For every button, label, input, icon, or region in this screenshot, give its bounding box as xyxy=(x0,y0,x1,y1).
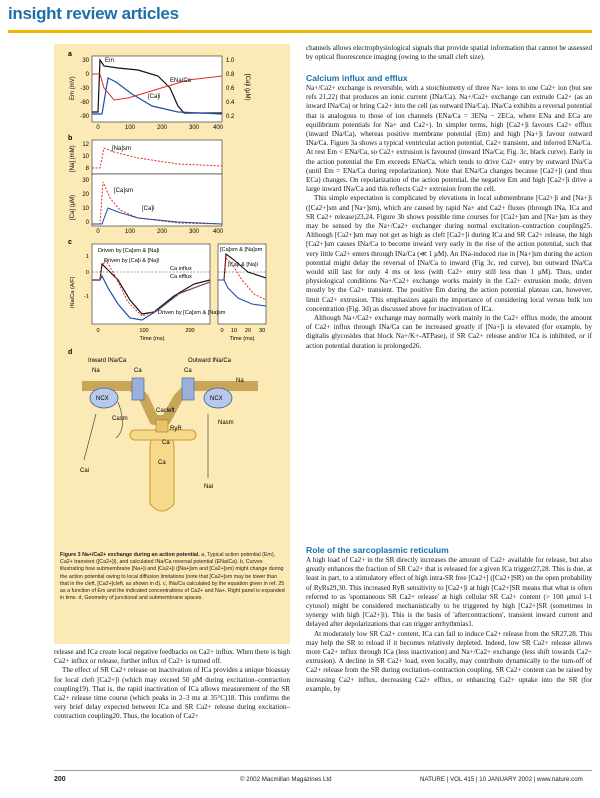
annotation-ca-efflux: Ca efflux xyxy=(170,274,192,280)
label-outward-inaca: Outward INa/Ca xyxy=(188,358,232,364)
panel-b-label: b xyxy=(68,135,73,142)
panel-b-xtick: 0 xyxy=(96,229,100,235)
panel-a-ytick: 30 xyxy=(82,58,89,64)
label-ca-top-right: Ca xyxy=(184,368,192,374)
section-heading-calcium: Calcium influx and efflux xyxy=(306,73,408,83)
panel-a-ytick: -60 xyxy=(80,100,89,106)
cai-label: [Ca]i xyxy=(148,94,161,100)
ca-i-label: [Ca]i xyxy=(142,206,155,212)
paragraph: release and ICa create local negative feedbacks on Ca2+ influx. When there is high Ca2+ influx or release, further influx of Ca2+ is turned off. xyxy=(54,648,290,666)
ryr-channel xyxy=(156,420,168,432)
label-ca-release: Ca xyxy=(162,440,170,446)
section-calcium-text xyxy=(306,84,592,351)
label-na-left: Na xyxy=(92,368,100,374)
footer-rule xyxy=(54,770,592,771)
annotation-driven-cai-nai: Driven by [Ca]i & [Na]i xyxy=(104,258,160,264)
label-na-right: Na xyxy=(236,378,244,384)
panel-b-top-ytick: 8 xyxy=(85,166,89,172)
label-ncx-right: NCX xyxy=(210,396,223,402)
caption-lead: Figure 3 Na+/Ca2+ exchange during an action potential. xyxy=(60,552,200,558)
panel-c-xtick: 200 xyxy=(185,328,195,334)
panel-d-label: d xyxy=(68,349,73,356)
panel-c-ytick: -1 xyxy=(84,294,89,300)
panel-c-xtick-right: 20 xyxy=(244,328,252,334)
panel-c-xtick-right: 10 xyxy=(230,328,238,334)
panel-a-yticks-right xyxy=(226,58,235,120)
panel-b-xtick: 100 xyxy=(124,229,136,235)
label-ca-cleft: Cacleft xyxy=(156,408,175,414)
label-na-i: Nai xyxy=(204,484,214,490)
annotation-cai-nai: [Ca]i & [Na]i xyxy=(228,262,258,268)
label-ryr: RyR xyxy=(170,426,182,432)
panel-c-label: c xyxy=(68,239,72,246)
panel-a-xtick: 200 xyxy=(156,125,168,131)
annotation-ca-influx: Ca influx xyxy=(170,266,192,272)
section-title: insight review articles xyxy=(8,4,179,23)
paragraph: Na+/Ca2+ exchange is reversible, with a stoichiometry of three Na+ ions to one Ca2+ ion (but see refs 21,22) that produces an ionic current (INa/Ca). Na+/Ca2+ exchange can extrude Ca2+ (as an inward INa/Ca) or bring Ca2+ into the cell (as outward INa/Ca). INa/Ca exhibits a reversal potential that is analogous to those of ion channels (ENa/Ca = 3ENa − 2ECa, where ENa and ECa are equilibrium potentials for Na+ and Ca2+). In simpler terms, high [Ca2+]i favours Ca2+ efflux (inward INa/Ca), whereas positive membrane potential (Em) and high [Na+]i favour outward INa/Ca. Figure 3a shows a typical ventricular action potential, Ca2+ transient, and inferred ENa/Ca. At rest Em < ENa/Ca, so Ca2+ extrusion is favoured (inward INa/Ca; Fig. 3c, black curve). Early in the action potential the Em exceeds ENa/Ca, which tends to drive Ca2+ entry by outward INa/Ca (until Em = ENa/Ca during repolarization). Note that ENa/Ca changes because [Ca2+]i (and thus ECa) changes. On repolarization of the action potential, the negative Em and high [Ca2+]i drive a large inward INa/Ca and this reflects Ca2+ extrusion from the cell. xyxy=(306,84,592,194)
panel-b-bottom-ylabel: [Ca] (μM) xyxy=(70,194,76,220)
panel-b xyxy=(70,140,224,235)
figure-caption xyxy=(60,552,286,602)
panel-b-xtick: 300 xyxy=(188,229,200,235)
panel-b-top-ytick: 12 xyxy=(82,142,89,148)
panel-a-yticks-left xyxy=(80,58,89,120)
label-ca-sm: Casm xyxy=(112,416,128,422)
panel-c-xlabel-right: Time (ms) xyxy=(229,336,255,342)
header-accent-bar xyxy=(8,30,592,33)
panel-a-ytick-right: 0.2 xyxy=(226,114,235,120)
panel-a xyxy=(70,56,250,131)
label-ca-top-left: Ca xyxy=(134,368,142,374)
ca-channel-left xyxy=(132,378,144,400)
panel-a-ytick: 0 xyxy=(85,72,89,78)
panel-a-xtick: 0 xyxy=(96,125,100,131)
ca-channel-right xyxy=(182,378,194,400)
label-ca-sr: Ca xyxy=(158,460,166,466)
label-inward-inaca: Inward INa/Ca xyxy=(88,358,127,364)
panel-a-label: a xyxy=(68,51,72,58)
panel-a-ytick-right: 1.0 xyxy=(226,58,235,64)
paragraph: This simple expectation is complicated by elevations in local submembrane [Ca2+]i and [Na+]i ([Ca2+]sm and [Na+]sm), which are caused by rapid Na+ and Ca2+ fluxes (through INa, ICa and SR Ca2+ release)23,24. Figure 3b shows possible time courses for [Ca2+]sm and [Na+]sm as they may be sensed by the Na+/Ca2+ exchanger during normal excitation–contraction coupling25. Although [Ca2+]sm may not get as high as cleft [Ca2+]i during ICa and SR Ca2+ release, the high [Ca2+]sm causes INa/Ca to become inward very early in the rise of the action potential, such that very little Ca2+ enters through INa/Ca (≪ 1 μM). An INa-induced rise in [Na+]sm during the action potential might delay the reversal of INa/Ca to inward (Fig 3c, red curve), but outward INa/Ca would still last for only 4 ms or less (with Ca2+ entry still less than 1 μM). Thus, under physiological conditions Na+/Ca2+ exchange works mainly in the Ca2+ extrusion mode, driven mostly by the Ca2+ transient. The positive Em during the action potential plateau can, however, limit Ca2+ extrusion. This emphasizes again the importance of considering local versus bulk ion concentration (Fig. 3d) as discussed above for inactivation of ICa. xyxy=(306,194,592,313)
na-sm-label: [Na]sm xyxy=(112,146,132,152)
annotation-casm-nasm: [Ca]sm & [Na]sm xyxy=(220,247,263,253)
panel-c-xtick-right: 30 xyxy=(258,328,266,334)
panel-a-ytick-right: 0.6 xyxy=(226,86,235,92)
panel-a-xtick: 400 xyxy=(212,125,224,131)
panel-c xyxy=(70,244,266,342)
copyright: © 2002 Macmillan Magazines Ltd xyxy=(240,776,332,783)
ena-ca-label: ENa/Ca xyxy=(170,78,192,84)
panel-a-ytick: -30 xyxy=(80,86,89,92)
panel-b-xtick: 400 xyxy=(212,229,224,235)
paragraph: Although Na+/Ca2+ exchange may normally work mainly in the Ca2+ efflux mode, the amount of Ca2+ influx through INa/Ca can be increased greatly if [Na+]i is elevated (for example, by digitalis glycosides that block Na+/K+-ATPase), if SR Ca2+ release and/or ICa is inhibited, or if action potential duration is prolonged26. xyxy=(306,314,592,350)
ca-sm-label: [Ca]sm xyxy=(114,188,134,194)
label-ca-i: Cai xyxy=(80,468,90,474)
annotation-driven-casm-nai: Driven by [Ca]sm & [Na]i xyxy=(98,248,160,254)
panel-c-ytick: 0 xyxy=(85,270,89,276)
panel-a-ylabel-right: [Ca]i (μM) xyxy=(244,74,250,101)
panel-c-xtick: 100 xyxy=(139,328,149,334)
panel-a-xticks xyxy=(96,125,223,131)
panel-c-xtick: 0 xyxy=(96,328,100,334)
panel-a-ylabel: Em (mV) xyxy=(70,76,76,100)
panel-c-xtick-right: 0 xyxy=(220,328,224,334)
panel-a-ytick: -90 xyxy=(80,114,89,120)
paragraph: At moderately low SR Ca2+ content, ICa can fail to induce Ca2+ release from the SR27,28. This may help the SR to reload if it becomes relatively depleted. Indeed, low SR Ca2+ release allows more Ca2+ influx through ICa (less inactivation) and Na+/Ca2+ exchange (less shift towards Ca2+ extrusion). A decline in SR Ca2+ load, even locally, may contribute dynamically to the turn-off of Ca2+ release from the SR during excitation–contraction coupling. SR Ca2+ content can be raised by increasing Ca2+ influx, decreasing Ca2+ efflux, or enhancing Ca2+ uptake into the SR (for example, by xyxy=(306,629,592,693)
panel-a-xtick: 300 xyxy=(188,125,200,131)
panel-a-xtick: 100 xyxy=(124,125,136,131)
panel-b-bottom-ytick: 0 xyxy=(85,220,89,226)
panel-a-ytick-right: 0.4 xyxy=(226,100,235,106)
left-column-text xyxy=(54,648,290,722)
em-label: Em xyxy=(105,58,114,64)
section-heading-sr: Role of the sarcoplasmic reticulum xyxy=(306,545,449,555)
annotation-driven-casm-nasm: Driven by [Ca]sm & [Na]sm xyxy=(158,310,226,316)
label-na-sm: Nasm xyxy=(218,420,234,426)
panel-b-top-ylabel: [Na] (mM) xyxy=(70,145,76,172)
panel-c-ylabel: INa/Ca (A/F) xyxy=(70,276,76,308)
panel-b-bottom-ytick: 30 xyxy=(82,178,89,184)
right-column-top xyxy=(306,44,592,62)
journal-citation: NATURE | VOL 415 | 10 JANUARY 2002 | www.nature.com xyxy=(420,776,583,783)
paragraph: The effect of SR Ca2+ release on inactivation of ICa provides a unique bioassay for local cleft [Ca2+]i (which may exceed 50 μM during excitation–contraction coupling19). That is, the rapid inactivation of ICa allows measurement of the SR Ca2+ release time course (which peaks in 2–3 ms at 35°C)18. This confirms the very brief delay expected between ICa and SR Ca2+ release during excitation–contraction coupling20. Thus, the location of Ca2+ xyxy=(54,666,290,721)
panel-b-top-ytick: 10 xyxy=(82,154,89,160)
panel-b-bottom-ytick: 10 xyxy=(82,206,89,212)
panel-b-bottom-ytick: 20 xyxy=(82,192,89,198)
figure-3 xyxy=(58,48,288,548)
paragraph: A high load of Ca2+ in the SR directly increases the amount of Ca2+ available for release, but also greatly enhances the fraction of SR Ca2+ that is released for a given ICa trigger27,28. This is due, at least in part, to a stimulatory effect of high intra-SR free [Ca2+] ([Ca2+]SR) on the open probability of RyRs29,30. This increased RyR sensitivity to [Ca2+]i at high [Ca2+]SR means that what is often referred to as 'spontaneous SR Ca2+ release' at high cellular SR Ca2+ content (> 100 μmol l-1 cytosol) might be considered mechanistically to be triggered by high [Ca2+]SR (sometimes in synergy with high [Ca2+]i). This is the basis of 'aftercontractions', transient inward current and delayed after depolarizations that can trigger arrhythmias1. xyxy=(306,556,592,629)
label-ncx-left: NCX xyxy=(96,396,109,402)
page-header xyxy=(0,0,600,40)
panel-b-xtick: 200 xyxy=(156,229,168,235)
panel-c-xlabel: Time (ms) xyxy=(139,336,165,342)
paragraph: channels allows electrophysiological signals that provide spatial information that cannot be assessed by optical fluorescence imaging (owing to the small cleft size). xyxy=(306,44,592,62)
section-sr-text xyxy=(306,556,592,694)
caption-body: a, Typical action potential (Em), Ca2+ transient ([Ca2+]i), and calculated INa/Ca reversal potential (ENa/Ca). b, Curves illustrating how submembrane [Na+]i and [Ca2+]i ([Na+]sm and [Ca2+]sm) might change during the action potential owing to local diffusion limitations (note that [Ca2+]sm may be lower than that in the cleft, [Ca2+]cleft, as shown in d). c, INa/Ca calculated by the equation given in ref. 25 as a function of Em and the indicated concentrations of Ca2+ and Na+. Right panel is expanded in time. d, Geometry of junctional and submembrane spaces. xyxy=(60,552,285,602)
panel-d-diagram xyxy=(80,358,258,511)
panel-a-ytick-right: 0.8 xyxy=(226,72,235,78)
page-number: 200 xyxy=(54,776,66,783)
panel-c-ytick: 1 xyxy=(85,254,89,260)
